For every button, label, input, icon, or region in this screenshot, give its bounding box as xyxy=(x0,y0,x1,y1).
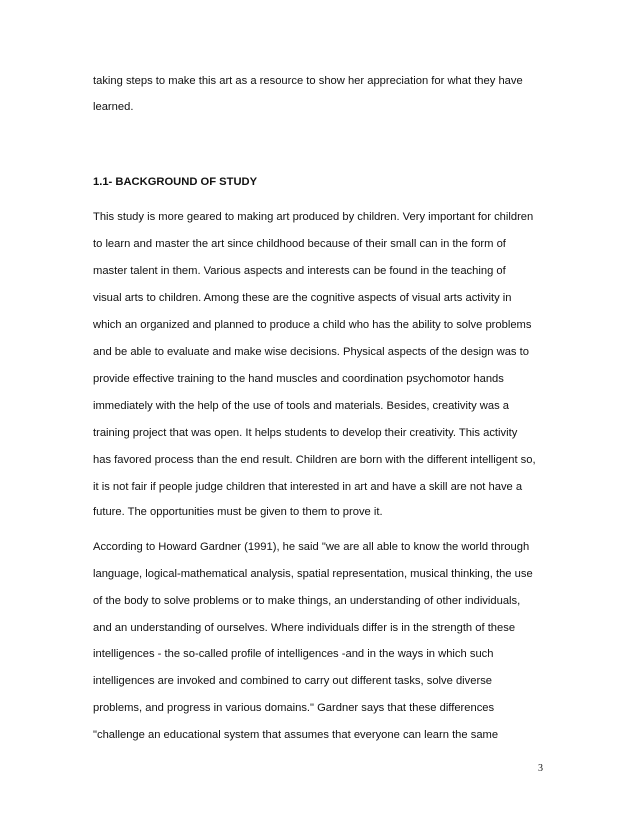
paragraph-line: which an organized and planned to produce a child who has the ability to solve problems xyxy=(93,319,532,331)
paragraph-line: and be able to evaluate and make wise decisions. Physical aspects of the design was to xyxy=(93,346,529,358)
paragraph-line: has favored process than the end result. Children are born with the different intelligent so, xyxy=(93,454,536,466)
paragraph-line: According to Howard Gardner (1991), he said "we are all able to know the world through xyxy=(93,541,530,553)
intro-line: learned. xyxy=(93,101,134,113)
paragraph-line: visual arts to children. Among these are the cognitive aspects of visual arts activity in xyxy=(93,292,512,304)
paragraph-line: language, logical-mathematical analysis, spatial representation, musical thinking, the use xyxy=(93,568,533,580)
paragraph-line: training project that was open. It helps students to develop their creativity. This activity xyxy=(93,427,518,439)
page-number: 3 xyxy=(538,763,543,774)
paragraph-line: of the body to solve problems or to make things, an understanding of other individuals, xyxy=(93,595,521,607)
paragraph-line: provide effective training to the hand muscles and coordination psychomotor hands xyxy=(93,373,504,385)
paragraph-line: it is not fair if people judge children that interested in art and have a skill are not have a xyxy=(93,481,523,493)
paragraph-line: problems, and progress in various domains." Gardner says that these differences xyxy=(93,702,495,714)
paragraph-line: to learn and master the art since childhood because of their small can in the form of xyxy=(93,238,506,250)
paragraph-line: and an understanding of ourselves. Where individuals differ is in the strength of these xyxy=(93,622,516,634)
paragraph-line: master talent in them. Various aspects and interests can be found in the teaching of xyxy=(93,265,506,277)
paragraph-line: "challenge an educational system that assumes that everyone can learn the same xyxy=(93,729,499,741)
paragraph-line: immediately with the help of the use of tools and materials. Besides, creativity was a xyxy=(93,400,510,412)
intro-line: taking steps to make this art as a resource to show her appreciation for what they have xyxy=(93,75,523,87)
paragraph-line: intelligences - the so-called profile of intelligences -and in the ways in which such xyxy=(93,648,494,660)
paragraph-line: This study is more geared to making art produced by children. Very important for children xyxy=(93,211,534,223)
section-heading: 1.1- BACKGROUND OF STUDY xyxy=(93,176,258,188)
paragraph-line: intelligences are invoked and combined to carry out different tasks, solve diverse xyxy=(93,675,493,687)
paragraph-line: future. The opportunities must be given to them to prove it. xyxy=(93,506,383,518)
